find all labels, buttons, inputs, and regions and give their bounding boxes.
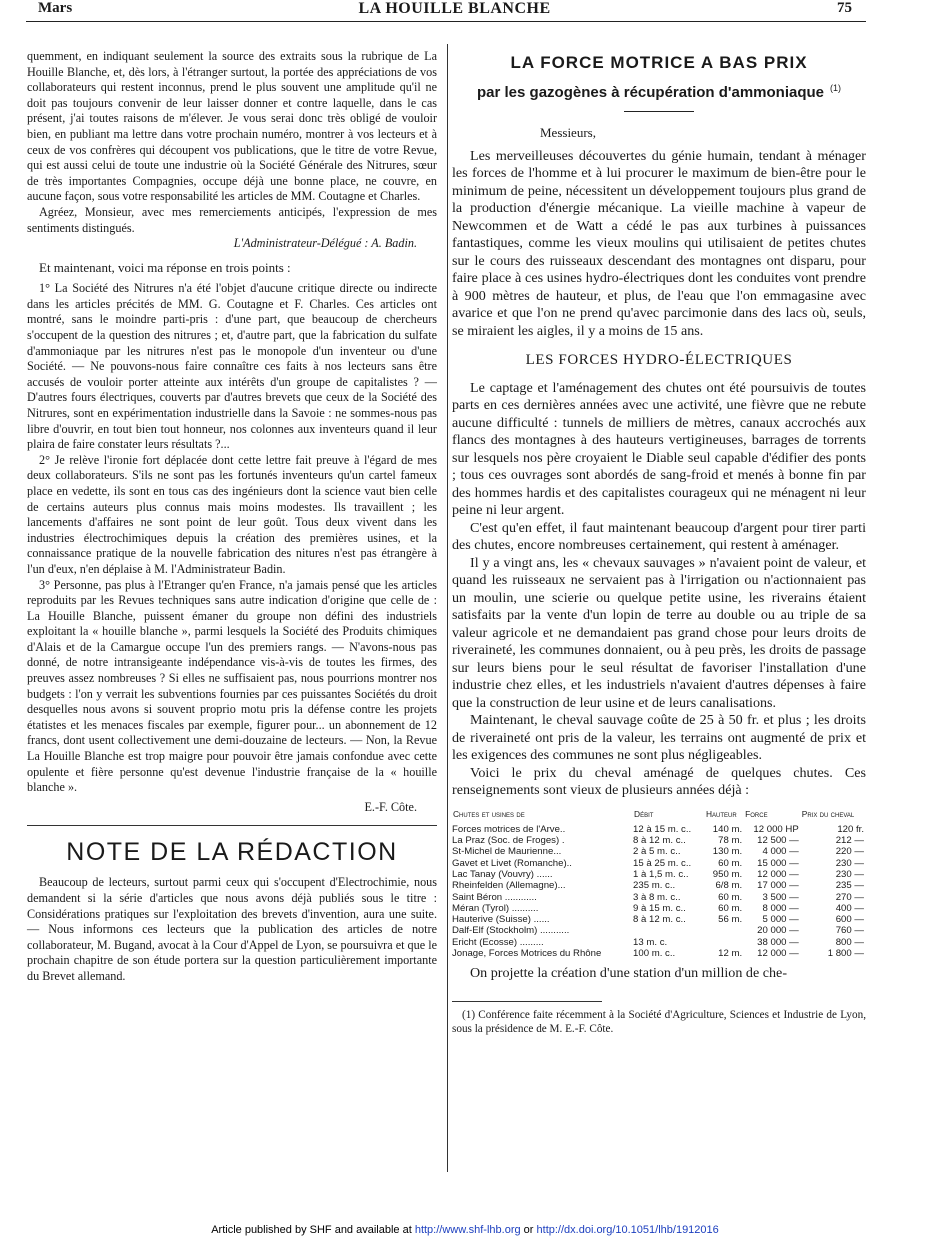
- article-paragraph-1: Les merveilleuses découvertes du génie humain, tendant à ménager les forces de l'homme et à lui procurer le maximum de bien-être pour le minimum de peine, nécessitent un développement toujours plus grand de la production d'énergie mécanique. La vieille machine à vapeur de Newcommen et de Watt a cédé le pas aux turbines à puissances fantastiques, comme les vieux moulins qui utilisaient de petites chutes sur le cours des ruisseaux descendant des montagnes ont disparu, pour faire place à ces usines hydro-électriques dont les conduites vont prendre à 900 mètres de hauteur, et plus, de l'eau que l'on emmagasine avec avarice et que l'on ne prend qu'avec parcimonie dans des lacs où, seuls, se miraient les aigles, il y a moins de 15 ans.: [452, 147, 866, 339]
- table-header-cell: Chutes et usines de: [453, 808, 525, 819]
- table-cell: 950 m.: [712, 868, 743, 880]
- table-cell: 140 m.: [712, 823, 743, 835]
- table-cell: Saint Béron ............: [452, 891, 537, 903]
- note-paragraph: Beaucoup de lecteurs, surtout parmi ceux qui s'occupent d'Electrochimie, nous demandent si la série d'articles que nous avons déjà publiés sous le titre : Considérations pratiques sur l'exploitation des brevets d'invention, aura une suite. — Nous informons ces lecteurs que la publication des articles de notre collaborateur, M. Bugand, avocat à la Cour d'Appel de Lyon, se poursuivra et que le prochain chapitre de son étude portera sur la question particulièrement importante du Brevet allemand.: [27, 875, 437, 983]
- table-cell: 60 m.: [718, 902, 743, 914]
- article-title: LA FORCE MOTRICE A BAS PRIX: [510, 53, 808, 72]
- table-cell: 78 m.: [718, 835, 743, 847]
- footer-prefix: Article published by SHF and available at: [211, 1224, 415, 1236]
- table-cell: 130 m.: [712, 846, 743, 858]
- publisher-footer: [0, 1224, 930, 1236]
- table-cell: 9 à 15 m. c..: [633, 902, 686, 914]
- running-header: [38, 0, 852, 22]
- table-row: [452, 937, 866, 948]
- table-cell: 100 m. c..: [633, 948, 676, 960]
- table-row: [452, 880, 866, 891]
- table-cell: 60 m.: [718, 857, 743, 869]
- note-heading: NOTE DE LA RÉDACTION: [27, 825, 437, 867]
- table-cell: Ericht (Ecosse) .........: [452, 936, 544, 948]
- reply-point-3: 3° Personne, pas plus à l'Etranger qu'en France, n'a jamais pensé que les articles reproduits par les Revues techniques sans autre indication d'origine que celle de : La Houille Blanche, puissent émaner du groupe non défini des industriels exploitant la « houille blanche », parmi lesquels la Société des Produits chimiques d'Alais et de la Camargue occupe l'un des premiers rangs. — N'avons-nous pas donné, de notre intransigeante indépendance vis-à-vis de toutes les firmes, des preuves assez nombreuses ? Si elles ne suffisaient pas, nous pourrions montrer nos budgets : l'on y verrait les subventions fournies par ces puissantes Sociétés du droit desquelles nous avons si souvent proprio motu pris la défense contre les projets étatistes et les menaces fiscales par exemple, figurer pour... un abonnement de 12 francs, dont usent collectivement une demi-douzaine de lecteurs. — Non, la Revue La Houille Blanche est trop maigre pour pouvoir être jamais confondue avec cette opulente et fière personne qu'est devenue l'industrie française de la « houille blanche ».: [27, 577, 437, 795]
- table-row: [452, 835, 866, 846]
- table-cell: 760 —: [835, 925, 864, 937]
- table-header-row: [452, 808, 866, 824]
- table-row: [452, 948, 866, 959]
- header-rule: [26, 21, 866, 22]
- table-cell: 12 000 HP: [753, 823, 799, 835]
- footer-mid: or: [520, 1224, 537, 1236]
- table-cell: Dalf-Elf (Stockholm) ...........: [452, 925, 570, 937]
- table-cell: 230 —: [835, 857, 864, 869]
- table-cell: 235 —: [835, 880, 864, 892]
- article-subtitle-text: par les gazogènes à récupération d'ammoniaque: [477, 84, 824, 101]
- table-cell: 4 000 —: [762, 846, 799, 858]
- letter-closing: Agréez, Monsieur, avec mes remerciements anticipés, l'expression de mes sentiments distingués.: [27, 204, 437, 235]
- table-cell: 12 m.: [718, 948, 743, 960]
- table-cell: Jonage, Forces Motrices du Rhône: [452, 948, 602, 960]
- table-cell: 3 500 —: [762, 891, 799, 903]
- header-journal-title: LA HOUILLE BLANCHE: [358, 0, 551, 17]
- reply-signature: E.-F. Côte.: [364, 799, 417, 814]
- letter-signature: L'Administrateur-Délégué : A. Badin.: [233, 236, 417, 251]
- table-cell: 8 à 12 m. c..: [633, 914, 686, 926]
- section-heading: LES FORCES HYDRO-ÉLECTRIQUES: [525, 352, 793, 368]
- table-cell: Hauterive (Suisse) ......: [452, 914, 550, 926]
- table-header-cell: Force: [745, 808, 768, 819]
- table-cell: 3 à 8 m. c..: [633, 891, 681, 903]
- header-page-number: 75: [837, 0, 852, 16]
- table-header-cell: Prix du cheval: [801, 808, 855, 819]
- table-cell: 400 —: [835, 902, 864, 914]
- table-cell: Lac Tanay (Vouvry) ......: [452, 868, 553, 880]
- footer-link-doi[interactable]: http://dx.doi.org/10.1051/lhb/1912016: [536, 1224, 719, 1236]
- table-row: [452, 869, 866, 880]
- table-cell: 12 à 15 m. c..: [633, 823, 692, 835]
- table-cell: 8 à 12 m. c..: [633, 835, 686, 847]
- salutation: Messieurs,: [540, 125, 596, 140]
- reply-lead: Et maintenant, voici ma réponse en trois points :: [39, 259, 291, 275]
- table-cell: 17 000 —: [757, 880, 799, 892]
- article-paragraph-4: Il y a vingt ans, les « chevaux sauvages » n'avaient point de valeur, et quand les ruisseaux ne servaient pas à l'irrigation ou n'actionnaient pas un moulin, une scierie ou quelque petite usine, les riverains étaient satisfaits par la vente d'un lopin de terre au double ou au triple de sa valeur agricole et ne demandaient pas grand chose pour leurs droits de riveraineté, les communes donnaient, ou à peu près, les droits de passage sur leurs biens pour le seul résultat de favoriser l'installation d'une industrie chez elles, et les industriels n'avaient d'autres dépenses à faire que la construction de leur usine et de leurs canalisations.: [452, 554, 866, 711]
- table-cell: 1 800 —: [827, 948, 864, 960]
- table-cell: 6/8 m.: [715, 880, 743, 892]
- table-row: [452, 858, 866, 869]
- table-row: [452, 925, 866, 936]
- table-cell: 5 000 —: [762, 914, 799, 926]
- table-cell: 230 —: [835, 868, 864, 880]
- title-separator: [624, 111, 694, 112]
- header-month: Mars: [38, 0, 73, 16]
- table-cell: 15 000 —: [757, 857, 799, 869]
- footnote: (1) Conférence faite récemment à la Société d'Agriculture, Sciences et Industrie de Lyon, sous la présidence de M. E.-F. Côte.: [452, 1008, 866, 1035]
- table-row: [452, 824, 866, 835]
- table-cell: 56 m.: [718, 914, 743, 926]
- left-column: [27, 49, 437, 985]
- table-cell: 212 —: [835, 835, 864, 847]
- table-cell: 15 à 25 m. c..: [633, 857, 692, 869]
- column-divider: [447, 44, 448, 1172]
- table-cell: 12 000 —: [757, 948, 799, 960]
- table-cell: Rheinfelden (Allemagne)...: [452, 880, 566, 892]
- letter-paragraph-1: quemment, en indiquant seulement la source des extraits sous la rubrique de La Houille Blanche, et, dès lors, à l'étranger surtout, la portée des appréciations de vos collaborateurs qui restent inconnus, prend le plus souvent une amplitude qu'il ne doit pas toujours convenir de leur laisser donner et contre laquelle, dans le cas présent, j'ai toutes raisons de m'élever. Je vous serai donc très obligé de vouloir bien, en publiant ma lettre dans votre prochain numéro, montrer à vos lecteurs et à ceux de vos confrères qui découpent vos publications, que le titre de votre Revue, qui est aussi celui de toute une industrie où la Société Générale des Nitrures, sœur de très importantes Compagnies, occupe déjà une bonne place, ne couvre, en aucune façon, sous votre responsabilité les articles de MM. Coutagne et Charles.: [27, 49, 437, 204]
- table-row: [452, 903, 866, 914]
- table-cell: 220 —: [835, 846, 864, 858]
- table-cell: 8 000 —: [762, 902, 799, 914]
- reply-point-2: 2° Je relève l'ironie fort déplacée dont cette lettre fait preuve à l'égard de mes deux collaborateurs. S'ils ne sont pas les fortunés inventeurs qu'un cartel fameux place en vedette, ils sont en tous cas des ingénieurs dont la science vaut bien celle de certains auteurs plus connus mais moins modestes. Ils travaillent ; les lancements d'affaires ne sont point de leur goût. Tous deux vivent dans les industries électrochimiques depuis la création des premières usines, et la connaissance pratique de la nouvelle fabrication des nitures n'est pas étrangère à l'un d'eux, n'en déplaise à M. l'Administrateur Badin.: [27, 452, 437, 576]
- article-paragraph-3: C'est qu'en effet, il faut maintenant beaucoup d'argent pour tirer parti des chutes, encore nombreuses certainement, qui restent à aménager.: [452, 519, 866, 553]
- table-cell: Méran (Tyrol) ..........: [452, 902, 539, 914]
- table-cell: 60 m.: [718, 891, 743, 903]
- article-paragraph-5: Maintenant, le cheval sauvage coûte de 25 à 50 fr. et plus ; les droits de riveraineté ont pris de la valeur, les terrains ont augmenté de prix et les exigences des communes ne sont plus négligeables.: [452, 712, 866, 763]
- table-cell: [633, 925, 705, 936]
- table-cell: 120 fr.: [837, 823, 864, 835]
- table-cell: [705, 937, 744, 948]
- table-row: [452, 846, 866, 857]
- table-cell: 800 —: [835, 936, 864, 948]
- table-cell: 270 —: [835, 891, 864, 903]
- table-cell: St-Michel de Maurienne...: [452, 846, 562, 858]
- table-header-cell: Hauteur: [705, 808, 737, 819]
- table-cell: Forces motrices de l'Arve..: [452, 823, 566, 835]
- article-subtitle: [452, 83, 866, 101]
- article-paragraph-6: Voici le prix du cheval aménagé de quelques chutes. Ces renseignements sont vieux de plusieurs années déjà :: [452, 764, 866, 798]
- table-cell: 20 000 —: [757, 925, 799, 937]
- footnote-ref: (1): [830, 83, 841, 93]
- reply-point-1: 1° La Société des Nitrures n'a été l'objet d'aucune critique directe ou indirecte dans les articles précités de MM. G. Coutagne et F. Charles. Ces articles ont montré, sans le moindre parti-pris : d'une part, que beaucoup de chercheurs s'occupent de la question des nitrures ; et, d'autre part, que la fabrication du sulfate d'ammoniaque par les nitrures n'est pas le monopole d'un inventeur ou d'une Société. — Ne pouvons-nous faire connaître ces faits à nos lecteurs sans être accusés de vouloir porter atteinte aux intérêts d'un groupe de capitalistes ? — D'autres fours électriques, couverts par d'autres brevets que ceux de la Société des Nitrures, sont en expérimentation industrielle dans la Savoie : ne sommes-nous pas libre d'ouvrir, en tout bien tout honneur, nos colonnes aux inventeurs quand il leur plaira de faire constater leurs résultats ?...: [27, 281, 437, 452]
- article-paragraph-7: On projette la création d'une station d'un million de che-: [470, 965, 788, 982]
- table-cell: Gavet et Livet (Romanche)..: [452, 857, 572, 869]
- table-cell: 235 m. c..: [633, 880, 676, 892]
- table-cell: 38 000 —: [757, 936, 799, 948]
- table-cell: 2 à 5 m. c..: [633, 846, 681, 858]
- table-row: [452, 892, 866, 903]
- table-row: [452, 914, 866, 925]
- right-column: [452, 49, 866, 1036]
- table-cell: La Praz (Soc. de Froges) .: [452, 835, 565, 847]
- table-cell: 1 à 1,5 m. c..: [633, 868, 689, 880]
- table-cell: [705, 925, 744, 936]
- table-cell: 13 m. c.: [633, 936, 668, 948]
- table-cell: 12 000 —: [757, 868, 799, 880]
- footnote-rule: [452, 1001, 602, 1002]
- table-cell: 600 —: [835, 914, 864, 926]
- footer-link-shf[interactable]: http://www.shf-lhb.org: [414, 1224, 521, 1236]
- article-paragraph-2: Le captage et l'aménagement des chutes ont été poursuivis de toutes parts en ces dernières années avec une activité, une fièvre que ne rebute aucune difficulté : tunnels de milliers de mètres, canaux accrochés aux flancs des montagnes à des hauteurs vertigineuses, barrages de torrents sur lesquels nos père croyaient le Diable seul capable d'édifier des ponts ; tous ces ouvrages sont abordés de sang-froid et menés à bonne fin par des hommes hardis et des capitalistes courageux qui ne ménagent ni leur peine ni leur argent.: [452, 379, 866, 518]
- waterfall-price-table: [452, 808, 866, 960]
- table-header-cell: Débit: [634, 808, 654, 819]
- table-cell: 12 500 —: [757, 835, 799, 847]
